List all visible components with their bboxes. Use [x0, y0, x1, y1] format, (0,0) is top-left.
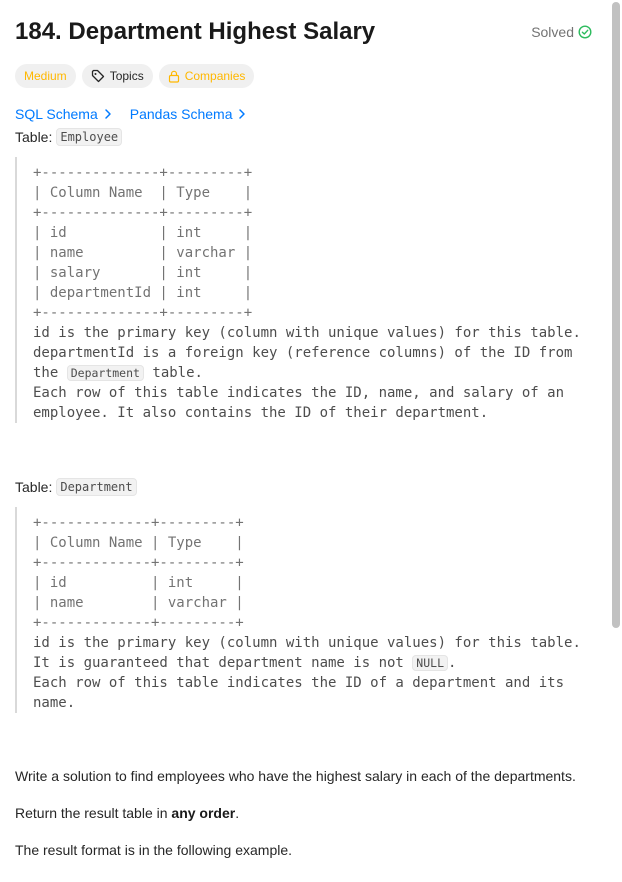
check-circle-icon [578, 25, 592, 39]
schema-line: +--------------+---------+ [33, 165, 253, 181]
title-row [15, 18, 600, 54]
chevron-right-icon [104, 108, 112, 120]
description-line: departmentId is a foreign key (reference columns) of the ID from [33, 345, 573, 361]
description-line: name. [33, 695, 76, 711]
description-line: Each row of this table indicates the ID, name, and salary of an [33, 385, 565, 401]
table-label-text: Table: [15, 129, 53, 145]
employee-schema-block [15, 157, 600, 423]
schema-line: +-------------+---------+ [33, 515, 244, 531]
any-order-emphasis: any order [171, 805, 236, 821]
difficulty-badge[interactable] [15, 64, 76, 88]
department-table-name: Department [56, 478, 136, 496]
tag-bar [15, 64, 254, 88]
description-line: id is the primary key (column with unique values) for this table. [33, 635, 581, 651]
schema-line: +--------------+---------+ [33, 305, 253, 321]
schema-line: | name | varchar | [33, 595, 244, 611]
description-text: It is guaranteed that department name is not [33, 655, 413, 671]
schema-line: +-------------+---------+ [33, 615, 244, 631]
description-line [33, 363, 600, 383]
paragraph-text: Return the result table in [15, 805, 172, 821]
description-line: employee. It also contains the ID of their department. [33, 405, 489, 421]
department-chip: Department [67, 365, 144, 381]
companies-label: Companies [184, 69, 246, 83]
employee-table-label [15, 128, 122, 146]
department-schema-block [15, 507, 600, 713]
schema-line: | id | int | [33, 225, 253, 241]
companies-tag[interactable] [159, 64, 255, 88]
employee-table-name: Employee [56, 128, 122, 146]
lock-icon [168, 70, 180, 83]
schema-links [15, 106, 246, 122]
pandas-schema-label: Pandas Schema [129, 106, 233, 122]
instruction-paragraph: Write a solution to find employees who have the highest salary in each of the departments. [15, 768, 576, 784]
schema-line: | departmentId | int | [33, 285, 253, 301]
solved-status [531, 24, 592, 40]
topics-tag[interactable] [82, 64, 153, 88]
sql-schema-link[interactable] [15, 106, 112, 122]
difficulty-label: Medium [24, 69, 67, 83]
schema-line: | name | varchar | [33, 245, 253, 261]
schema-line: | salary | int | [33, 265, 253, 281]
department-table-label [15, 478, 137, 496]
null-chip: NULL [412, 655, 448, 671]
pandas-schema-link[interactable] [130, 106, 247, 122]
paragraph-text: . [235, 805, 240, 821]
table-label-text: Table: [15, 479, 53, 495]
schema-line: +-------------+---------+ [33, 555, 244, 571]
schema-line: | Column Name | Type | [33, 185, 253, 201]
topics-label: Topics [109, 69, 144, 83]
description-line: Each row of this table indicates the ID of a department and its [33, 675, 565, 691]
description-text: . [448, 655, 457, 671]
scrollbar-thumb[interactable] [612, 2, 620, 628]
order-paragraph [15, 805, 239, 821]
sql-schema-label: SQL Schema [15, 106, 98, 122]
description-line: id is the primary key (column with unique values) for this table. [33, 325, 581, 341]
schema-line: | id | int | [33, 575, 244, 591]
chevron-right-icon [238, 108, 246, 120]
problem-title: 184. Department Highest Salary [15, 18, 376, 45]
description-line [33, 653, 600, 673]
description-text: the [33, 365, 67, 381]
schema-line: | Column Name | Type | [33, 535, 244, 551]
tag-icon [91, 69, 105, 83]
description-text: table. [143, 365, 203, 381]
format-paragraph: The result format is in the following example. [15, 842, 293, 858]
solved-label: Solved [531, 24, 574, 40]
schema-line: +--------------+---------+ [33, 205, 253, 221]
